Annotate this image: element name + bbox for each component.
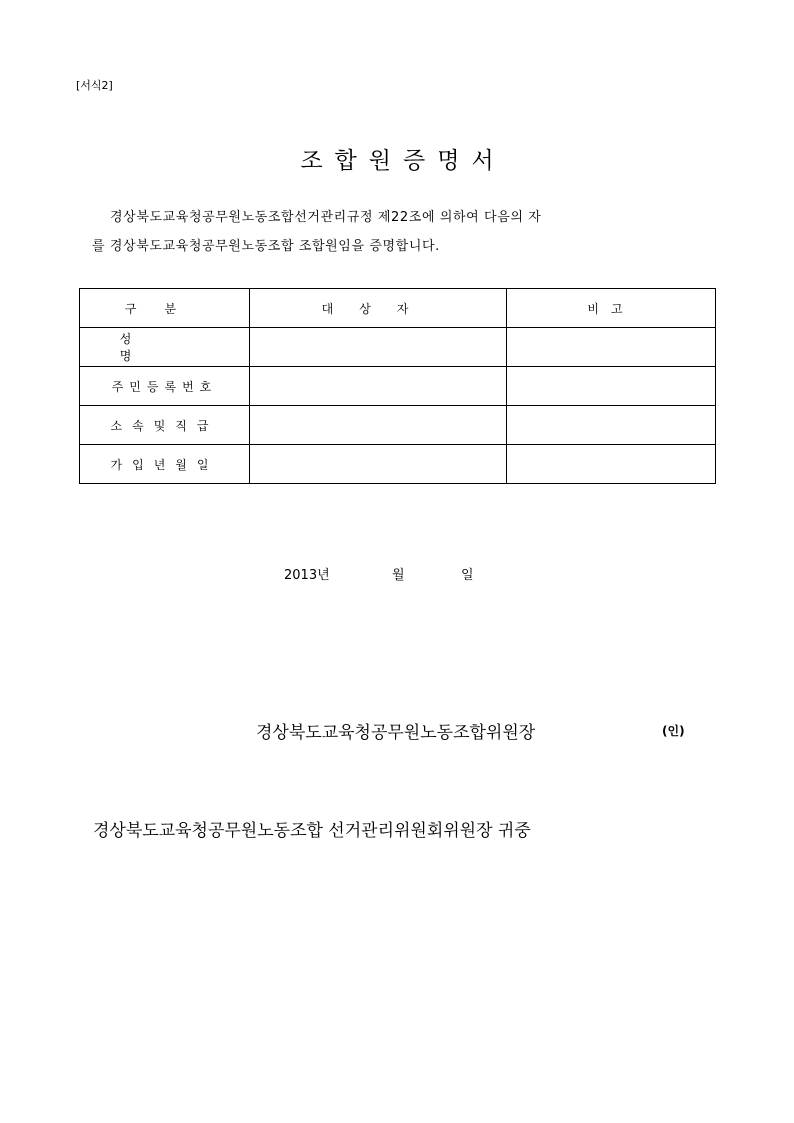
date-month: 월: [392, 568, 405, 583]
header-note: 비고: [507, 289, 716, 328]
cell-affiliation-rank-note[interactable]: [507, 406, 716, 445]
certificate-table: [79, 288, 716, 484]
date-day: 일: [461, 568, 474, 583]
cell-resident-id-note[interactable]: [507, 367, 716, 406]
intro-text-line-2: 를 경상북도교육청공무원노동조합 조합원임을 증명합니다.: [92, 239, 440, 254]
row-label-resident-id: 주민등록번호: [80, 367, 250, 406]
header-target: 대상자: [250, 289, 507, 328]
header-category: 구분: [80, 289, 250, 328]
row-label-join-date: 가입년월일: [80, 445, 250, 484]
table-row: [80, 328, 716, 367]
date-year: 2013년: [284, 568, 330, 583]
cell-affiliation-rank-value[interactable]: [250, 406, 507, 445]
document-title: 조합원증명서: [300, 148, 506, 174]
intro-text-line-1: 경상북도교육청공무원노동조합선거관리규정 제22조에 의하여 다음의 자: [110, 210, 542, 225]
addressee: 경상북도교육청공무원노동조합 선거관리위원회위원장 귀중: [93, 821, 531, 841]
cell-join-date-value[interactable]: [250, 445, 507, 484]
signer-title: 경상북도교육청공무원노동조합위원장: [256, 723, 536, 743]
seal-mark: (인): [662, 724, 685, 738]
table-row: [80, 367, 716, 406]
cell-join-date-note[interactable]: [507, 445, 716, 484]
table-row: [80, 445, 716, 484]
cell-resident-id-value[interactable]: [250, 367, 507, 406]
table-header-row: [80, 289, 716, 328]
row-label-name: 성명: [80, 328, 250, 367]
form-number: [서식2]: [76, 79, 113, 92]
cell-name-note[interactable]: [507, 328, 716, 367]
cell-name-value[interactable]: [250, 328, 507, 367]
table-row: [80, 406, 716, 445]
row-label-affiliation-rank: 소속및직급: [80, 406, 250, 445]
